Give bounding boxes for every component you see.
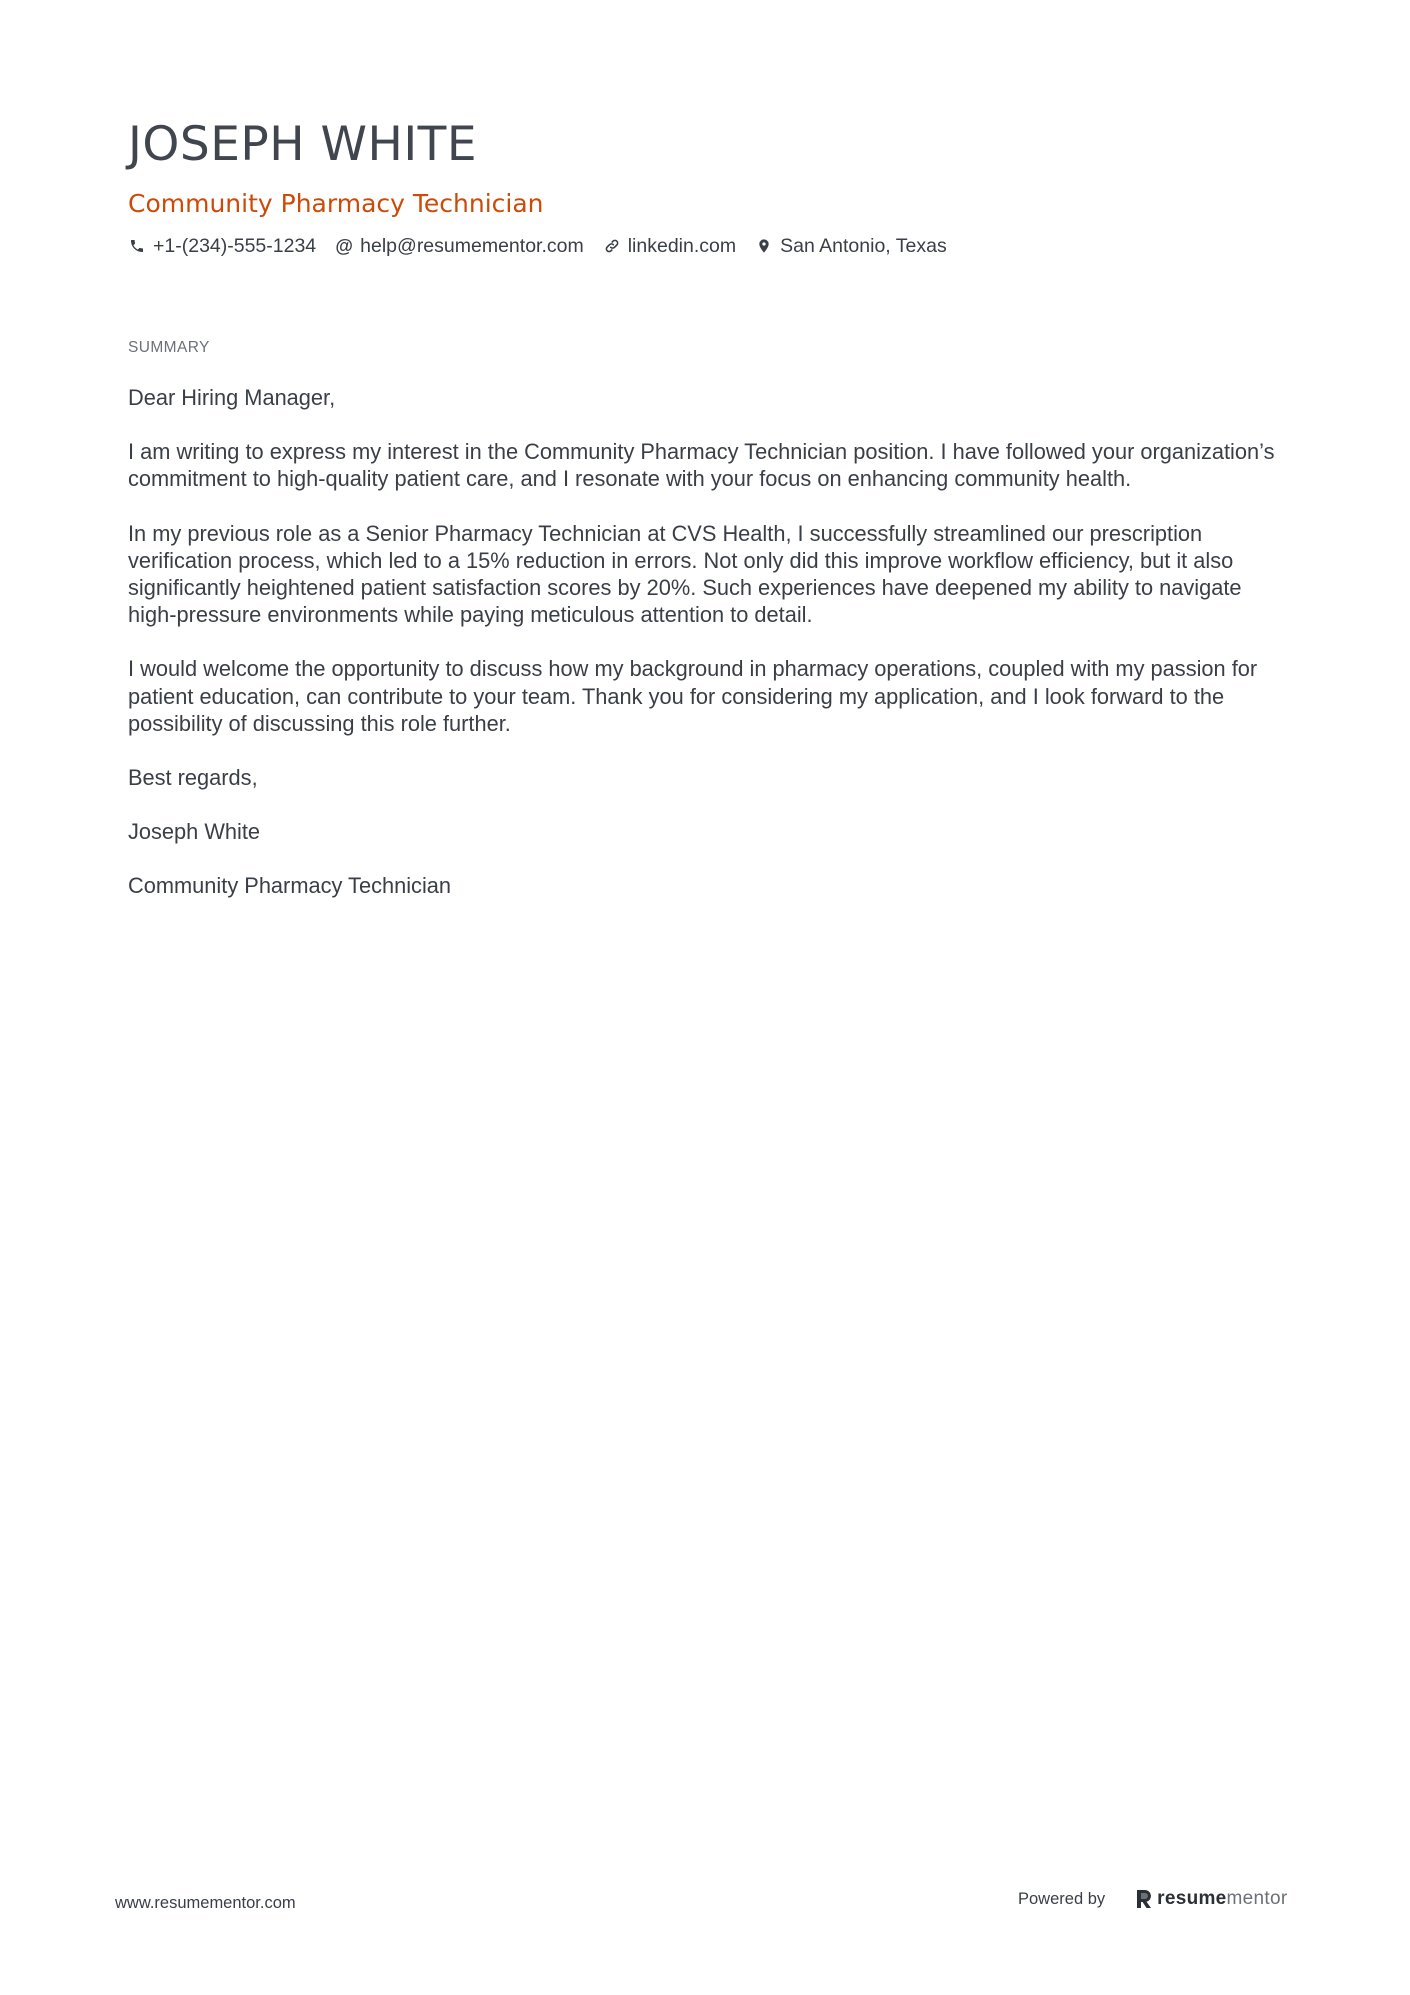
paragraph: I would welcome the opportunity to discuss how my background in pharmacy operations, coupled with my passion for patient education, can contribute to your team. Thank you for considering my application, and I look forward to the possibility of discussing this role further.	[128, 656, 1258, 736]
job-title: Community Pharmacy Technician	[128, 189, 544, 218]
contact-linkedin[interactable]	[603, 233, 736, 259]
section-label-summary: SUMMARY	[128, 339, 210, 356]
footer-branding	[1018, 1888, 1287, 1910]
location-text: San Antonio, Texas	[780, 235, 947, 257]
header	[128, 118, 1278, 259]
at-icon: @	[335, 236, 353, 256]
paragraph: I am writing to express my interest in the Community Pharmacy Technician position. I have followed your organization’s commitment to high-quality patient care, and I resonate with your focus on enhancing community health.	[128, 439, 1275, 492]
salutation: Dear Hiring Manager,	[128, 385, 336, 410]
applicant-name: JOSEPH WHITE	[128, 117, 478, 172]
brand-text-resume: resume	[1157, 1888, 1227, 1909]
brand-logo-icon	[1135, 1889, 1153, 1909]
contact-email[interactable]	[335, 233, 584, 259]
linkedin-text[interactable]: linkedin.com	[627, 235, 737, 257]
letter-body	[128, 384, 1278, 927]
closing: Best regards,	[128, 765, 258, 791]
location-pin-icon	[755, 237, 773, 255]
link-icon	[603, 237, 621, 255]
resumementor-logo[interactable]	[1135, 1888, 1287, 1910]
phone-text: +1-(234)-555-1234	[153, 235, 317, 257]
contact-bar	[128, 233, 1278, 259]
signature-name: Joseph White	[128, 819, 261, 845]
paragraph: In my previous role as a Senior Pharmacy Technician at CVS Health, I successfully streamlined our prescription verification process, which led to a 15% reduction in errors. Not only did this improve workflow efficiency, but it also significantly heightened patient satisfaction scores by 20%. Such experiences have deepened my ability to navigate high-pressure environments while paying meticulous attention to detail.	[128, 520, 1242, 628]
phone-icon	[128, 237, 146, 255]
powered-by-label: Powered by	[1018, 1889, 1106, 1908]
footer-website[interactable]: www.resumementor.com	[115, 1894, 296, 1912]
contact-location	[755, 233, 947, 259]
email-text[interactable]: help@resumementor.com	[360, 235, 584, 257]
contact-phone	[128, 233, 316, 259]
signature-title: Community Pharmacy Technician	[128, 873, 452, 899]
brand-text-mentor: mentor	[1226, 1888, 1288, 1909]
